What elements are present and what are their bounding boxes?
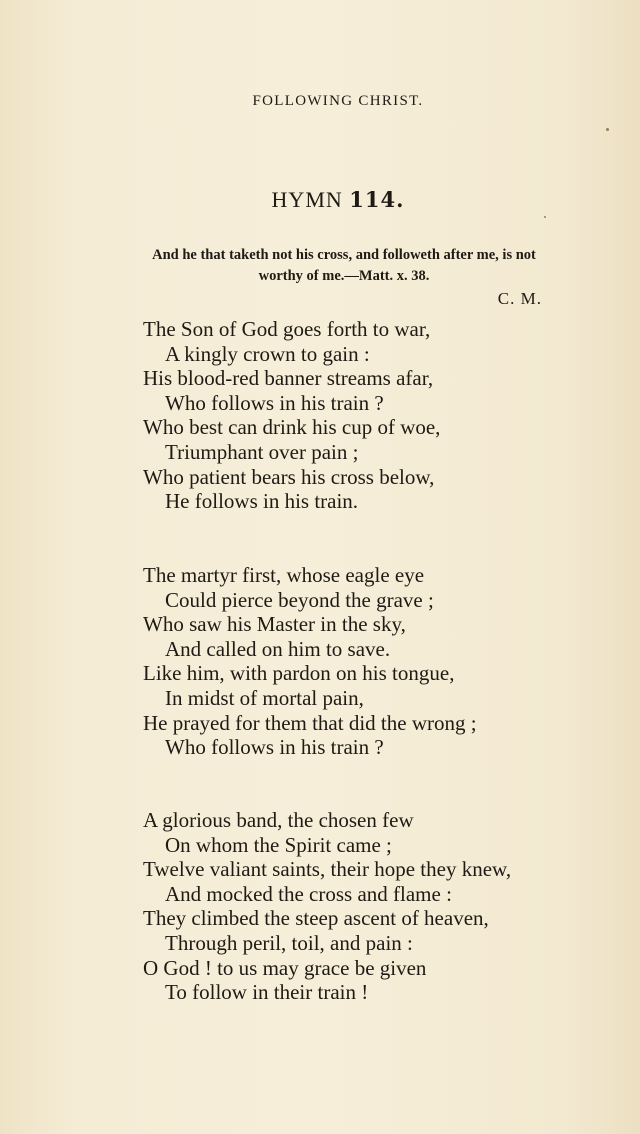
verse-line: And called on him to save. [165,636,391,661]
verse-line: Triumphant over pain ; [165,439,359,464]
stanza-1 [143,317,603,514]
verse-line: Who saw his Master in the sky, [143,612,406,637]
verse-line: In midst of mortal pain, [165,685,364,710]
stanza-3 [143,808,603,1005]
verse-line: Twelve valiant saints, their hope they knew, [143,857,512,882]
verse-line: O God ! to us may grace be given [143,955,427,980]
verse-line: Who follows in his train ? [165,735,384,760]
verse-line: He prayed for them that did the wrong ; [143,710,477,735]
epigraph-line-1: And he that taketh not his cross, and followeth after me, is not [152,247,536,263]
paper-speck [606,128,609,131]
verse-line: A glorious band, the chosen few [143,808,414,832]
verse-line: To follow in their train ! [165,980,369,1005]
verse-line: Who best can drink his cup of woe, [143,415,441,440]
stanza-2 [143,563,603,760]
epigraph [96,245,592,287]
hymn-label: HYMN [271,187,343,212]
paper-speck [544,216,546,218]
verse-line: Through peril, toil, and pain : [165,930,413,955]
verse-line: Who follows in his train ? [165,390,384,415]
verse-line: They climbed the steep ascent of heaven, [143,906,489,931]
verse-line: He follows in his train. [165,489,359,514]
verse-line: On whom the Spirit came ; [165,832,392,857]
hymn-number: 114. [349,187,405,212]
verse-line: And mocked the cross and flame : [165,881,452,906]
verse-line: His blood-red banner streams afar, [143,366,434,391]
verse-line: A kingly crown to gain : [165,341,370,366]
verse-line: The martyr first, whose eagle eye [143,563,425,587]
verse-line: Like him, with pardon on his tongue, [143,661,455,686]
verse-line: The Son of God goes forth to war, [143,317,431,341]
verse-line: Could pierce beyond the grave ; [165,587,434,612]
epigraph-line-2: worthy of me.—Matt. x. 38. [258,268,430,284]
hymn-title [0,187,640,213]
running-head: FOLLOWING CHRIST. [252,93,424,109]
meter-label: C. M. [497,289,542,308]
verse-line: Who patient bears his cross below, [143,464,435,489]
